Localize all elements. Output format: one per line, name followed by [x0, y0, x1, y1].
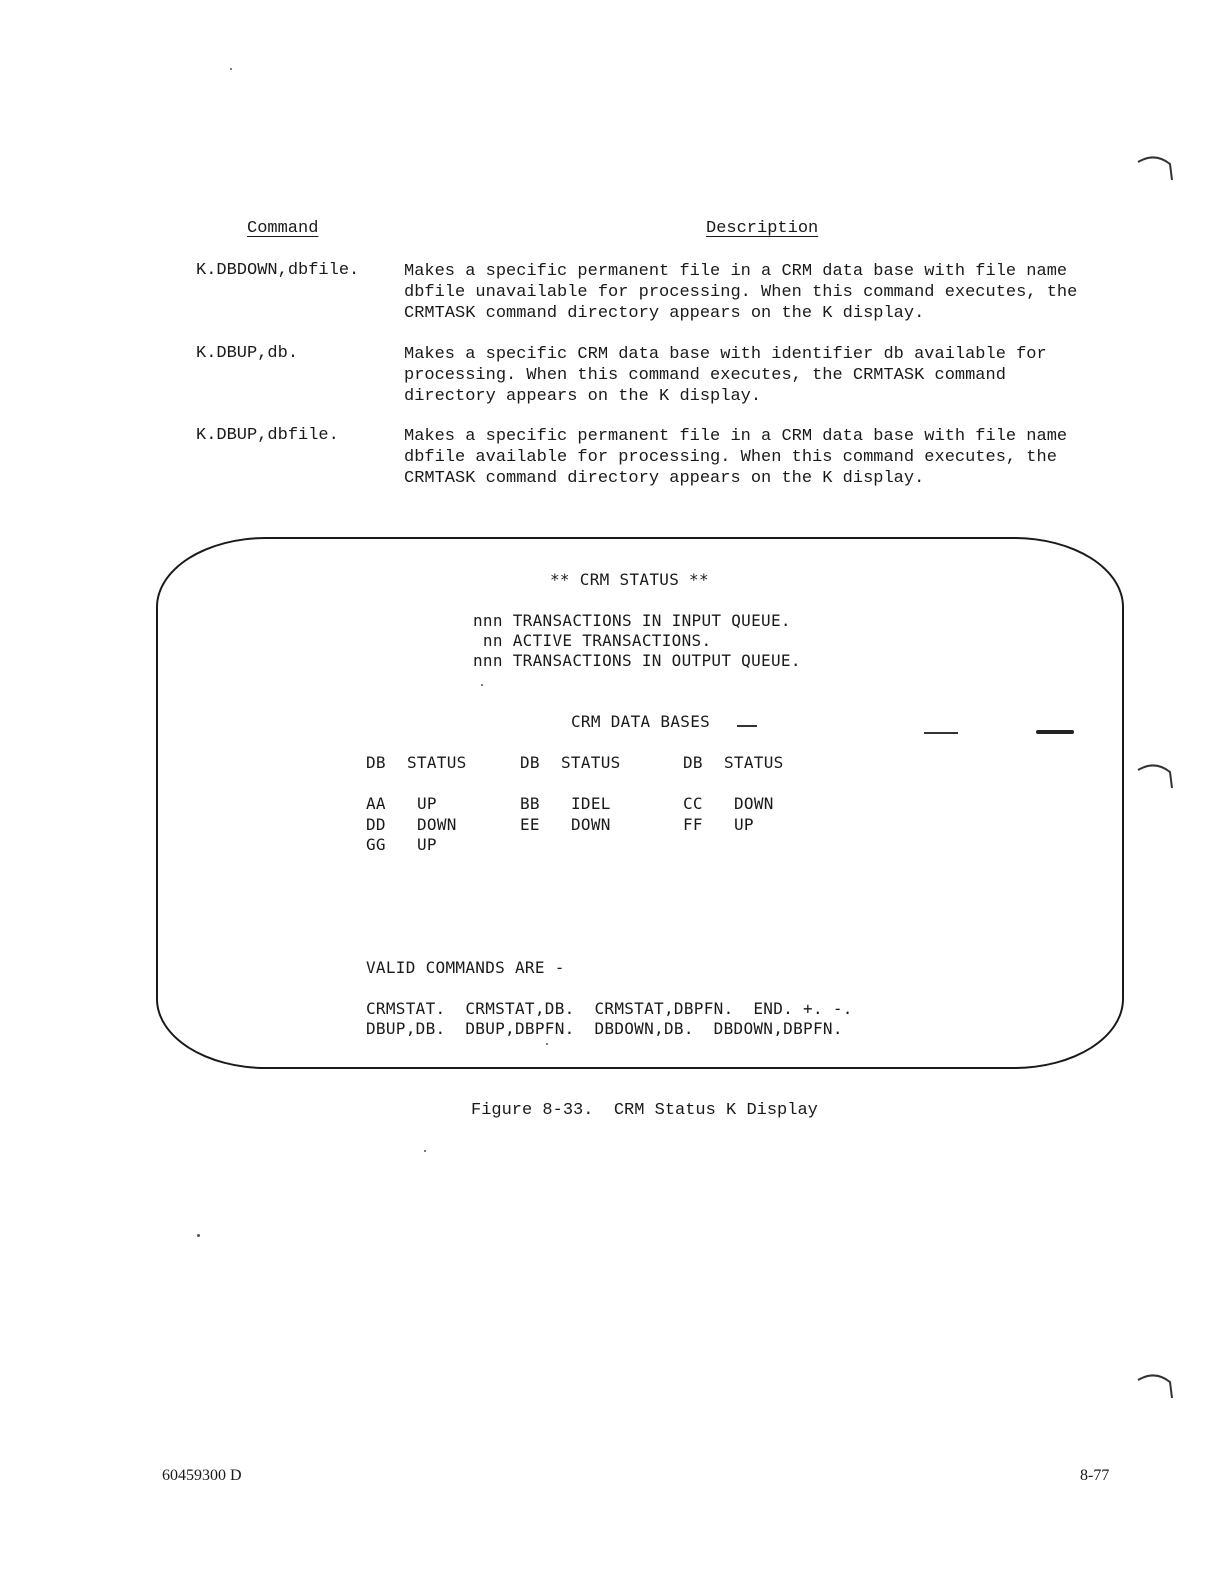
binder-hole-mark: [1130, 758, 1180, 793]
scan-smudge: [924, 732, 958, 734]
db-id: DD: [366, 815, 386, 834]
db-id: FF: [683, 815, 703, 834]
command-name: K.DBUP,dbfile.: [196, 426, 339, 445]
description-line: CRMTASK command directory appears on the K display.: [404, 304, 925, 323]
databases-title: CRM DATA BASES: [571, 712, 711, 731]
scan-speck: [424, 1150, 426, 1152]
db-id: GG: [366, 835, 386, 854]
valid-commands-line: CRMSTAT. CRMSTAT,DB. CRMSTAT,DBPFN. END. +. -.: [366, 999, 853, 1018]
queue-line-active: nn ACTIVE TRANSACTIONS.: [473, 631, 712, 650]
db-status: UP: [417, 835, 437, 854]
scan-speck: [481, 684, 483, 686]
queue-line-input: nnn TRANSACTIONS IN INPUT QUEUE.: [473, 611, 791, 630]
command-description: [404, 426, 1104, 489]
command-description: [404, 344, 1104, 407]
command-description: [404, 261, 1104, 324]
description-line: directory appears on the K display.: [404, 387, 762, 406]
db-status: IDEL: [571, 794, 611, 813]
db-id: AA: [366, 794, 386, 813]
db-status: DOWN: [571, 815, 611, 834]
description-line: dbfile unavailable for processing. When this command executes, the: [404, 283, 1078, 302]
valid-commands-line: DBUP,DB. DBUP,DBPFN. DBDOWN,DB. DBDOWN,DBPFN.: [366, 1019, 843, 1038]
scan-speck: [197, 1234, 200, 1237]
figure-caption: Figure 8-33. CRM Status K Display: [471, 1101, 818, 1120]
command-name: K.DBUP,db.: [196, 344, 299, 363]
status-column-header: STATUS: [724, 753, 784, 772]
scan-speck: [230, 68, 232, 70]
db-id: BB: [520, 794, 540, 813]
display-title: ** CRM STATUS **: [550, 570, 709, 589]
description-line: Makes a specific permanent file in a CRM data base with file name: [404, 262, 1068, 281]
description-line: processing. When this command executes, the CRMTASK command: [404, 366, 1006, 385]
db-id: CC: [683, 794, 703, 813]
valid-commands-label: VALID COMMANDS ARE -: [366, 958, 565, 977]
db-status: UP: [417, 794, 437, 813]
status-column-header: STATUS: [561, 753, 621, 772]
db-column-header: DB: [366, 753, 386, 772]
db-status: DOWN: [734, 794, 774, 813]
command-column-header: Command: [247, 219, 319, 238]
db-id: EE: [520, 815, 540, 834]
description-line: Makes a specific CRM data base with identifier db available for: [404, 345, 1047, 364]
page-number: 8-77: [1080, 1467, 1110, 1484]
db-status: UP: [734, 815, 754, 834]
binder-hole-mark: [1130, 1368, 1180, 1403]
description-line: dbfile available for processing. When this command executes, the: [404, 448, 1057, 467]
queue-line-output: nnn TRANSACTIONS IN OUTPUT QUEUE.: [473, 651, 801, 670]
command-name: K.DBDOWN,dbfile.: [196, 261, 360, 280]
description-column-header: Description: [706, 219, 819, 238]
scan-smudge: [1036, 730, 1074, 734]
db-column-header: DB: [520, 753, 540, 772]
scan-speck: [546, 1043, 548, 1045]
db-column-header: DB: [683, 753, 703, 772]
document-number: 60459300 D: [162, 1467, 242, 1484]
db-status: DOWN: [417, 815, 457, 834]
status-column-header: STATUS: [407, 753, 467, 772]
binder-hole-mark: [1130, 150, 1180, 185]
scan-smudge: [737, 725, 757, 727]
description-line: Makes a specific permanent file in a CRM data base with file name: [404, 427, 1068, 446]
description-line: CRMTASK command directory appears on the K display.: [404, 469, 925, 488]
